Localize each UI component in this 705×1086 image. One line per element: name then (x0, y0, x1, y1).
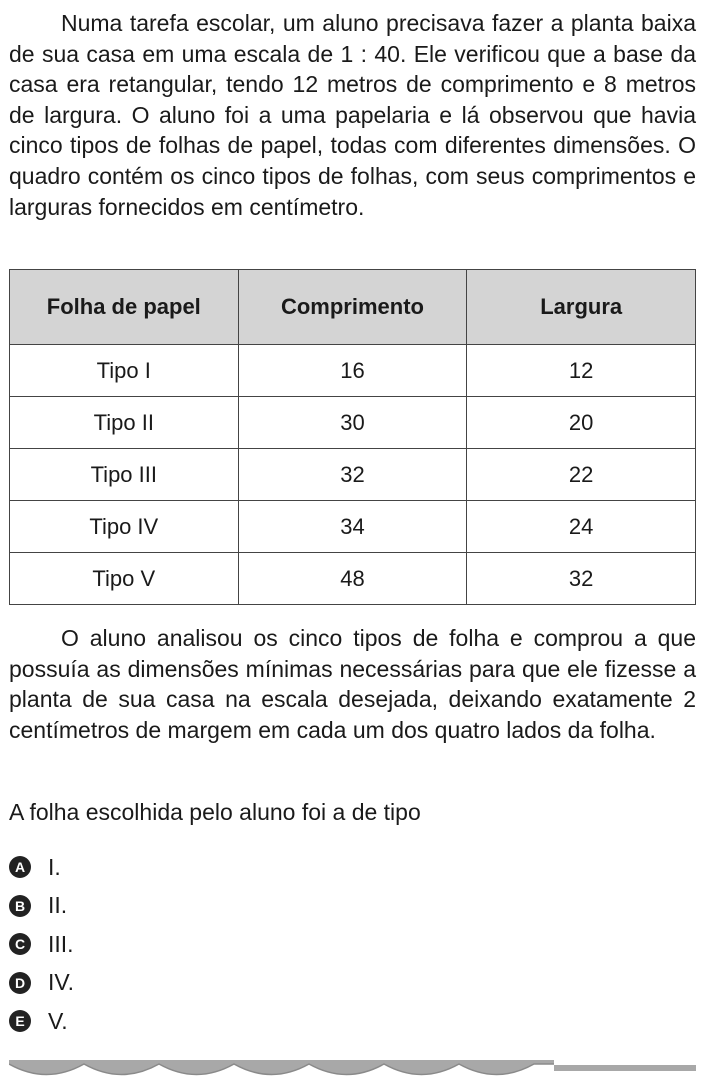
table-cell: 32 (238, 449, 467, 501)
option-a[interactable] (9, 848, 74, 887)
option-text: I. (48, 853, 61, 880)
table-cell: 16 (238, 345, 467, 397)
table-cell: Tipo III (10, 449, 239, 501)
option-letter-badge: A (9, 856, 31, 878)
table-cell: 20 (467, 397, 696, 449)
wave-divider-decoration (9, 1056, 696, 1078)
table-cell: Tipo I (10, 345, 239, 397)
option-text: IV. (48, 969, 75, 996)
answer-options (9, 848, 74, 1041)
table-cell: Tipo V (10, 553, 239, 605)
option-e[interactable] (9, 1002, 74, 1041)
option-text: V. (48, 1007, 68, 1034)
option-b[interactable] (9, 887, 74, 926)
table-cell: 30 (238, 397, 467, 449)
column-header: Folha de papel (10, 270, 239, 345)
analysis-paragraph: O aluno analisou os cinco tipos de folha e comprou a que possuía as dimensões mínimas necessárias para que ele fizesse a planta de sua casa na escala desejada, deixando exatamente 2 centímetros de margem em cada um dos quatro lados da folha. (9, 625, 696, 743)
table-header-row (10, 270, 696, 345)
column-header: Comprimento (238, 270, 467, 345)
option-letter-badge: E (9, 1010, 31, 1032)
table-row (10, 345, 696, 397)
option-letter-badge: D (9, 972, 31, 994)
column-header: Largura (467, 270, 696, 345)
table-cell: 24 (467, 501, 696, 553)
table-cell: 48 (238, 553, 467, 605)
option-text: II. (48, 892, 68, 919)
table-cell: 34 (238, 501, 467, 553)
intro-paragraph: Numa tarefa escolar, um aluno precisava fazer a planta baixa de sua casa em uma escala de 1 : 40. Ele verificou que a base da casa era retangular, tendo 12 metros de comprimento e 8 metros de largura. O aluno foi a uma papelaria e lá observou que havia cinco tipos de folhas de papel, todas com diferentes dimensões. O quadro contém os cinco tipos de folhas, com seus comprimentos e larguras fornecidos em centímetro. (9, 10, 696, 220)
table-cell: 22 (467, 449, 696, 501)
table-row (10, 553, 696, 605)
paper-types-table (9, 269, 696, 605)
table-cell: Tipo II (10, 397, 239, 449)
option-letter-badge: C (9, 933, 31, 955)
table-cell: 12 (467, 345, 696, 397)
table-cell: 32 (467, 553, 696, 605)
table-row (10, 397, 696, 449)
option-d[interactable] (9, 964, 74, 1003)
option-letter-badge: B (9, 895, 31, 917)
table-cell: Tipo IV (10, 501, 239, 553)
option-c[interactable] (9, 925, 74, 964)
question-stem: A folha escolhida pelo aluno foi a de tipo (9, 799, 421, 825)
option-text: III. (48, 930, 74, 957)
table-row (10, 501, 696, 553)
table-row (10, 449, 696, 501)
